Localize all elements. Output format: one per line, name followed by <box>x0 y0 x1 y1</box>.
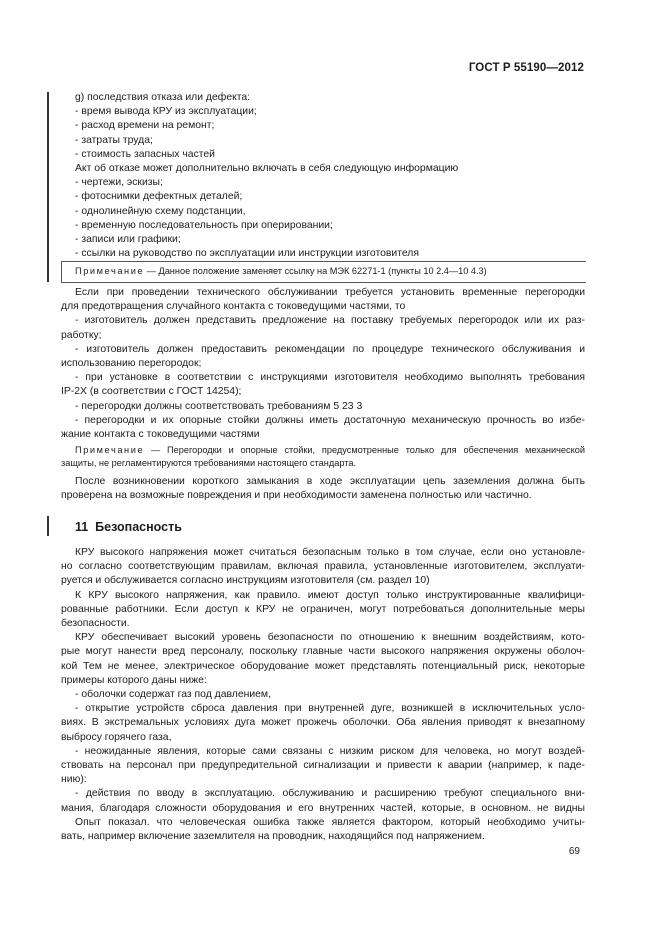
change-bar-top <box>47 92 49 282</box>
text-line: - изготовитель должен предоставить рекомендации по процедуре технического обслуживания и <box>75 343 585 355</box>
text-line: IP-2X (в соответствии с ГОСТ 14254); <box>61 386 242 398</box>
note-text: — Перегородки и опорные стойки, предусмотренные только для обеспечения механической <box>144 445 585 455</box>
text-line: безопасности. <box>61 618 130 630</box>
text-line: - затраты труда; <box>75 134 153 146</box>
note-text: защиты, не регламентируются требованиями настоящего стандарта. <box>61 457 356 468</box>
text-line: - открытие устройств сброса давления при внутренней дуге, возникшей в исключительных усло- <box>75 703 585 715</box>
text-line: - время вывода КРУ из эксплуатации; <box>75 106 257 118</box>
note-text: — Данное положение заменяет ссылку на МЭК 62271-1 (пункты 10 2.4—10 4.3) <box>144 266 487 276</box>
text-line: - перегородки должны соответствовать требованиям 5 23 3 <box>75 400 363 412</box>
text-line: нию): <box>61 774 87 786</box>
text-line: Если при проведении технического обслуживании требуется установить временные перегородки <box>75 287 585 298</box>
text-line: - оболочки содержат газ под давлением, <box>75 689 271 701</box>
text-line: - временную последовательность при оперировании; <box>75 219 333 231</box>
text-line: КРУ высокого напряжения может считаться безопасным только в том случае, если оно установле- <box>75 547 585 558</box>
text-line: Опыт показал. что человеческая ошибка также является фактором, который необходимо учиты- <box>75 816 585 828</box>
note-label: Примечание <box>75 266 145 276</box>
text-line: - ссылки на руководство по эксплуатации или инструкции изготовителя <box>75 248 419 260</box>
text-line: - однолинейную схему подстанции, <box>75 205 246 217</box>
text-line: К КРУ высокого напряжения, как правило. имеют доступ только инструктированные квалифици- <box>75 589 585 601</box>
block-grounding <box>61 475 585 503</box>
text-line: выбросу горячего газа, <box>61 731 172 743</box>
text-line: вать, например включение заземлителя на проводник, находящийся под напряжением. <box>61 831 485 843</box>
note-2 <box>61 444 585 469</box>
text-line: руется и обслуживается согласно инструкциям изготовителя (см. раздел 10) <box>61 575 430 587</box>
text-line: - записи или графики; <box>75 234 181 246</box>
section-number: 11 <box>75 520 89 534</box>
text-line: g) последствия отказа или дефекта: <box>75 92 251 103</box>
text-line: кой Тем не менее, электрическое оборудование может представлять потенциальный риск, некоторые <box>61 660 585 672</box>
text-line: - действия по вводу в эксплуатацию. обслуживанию и расширению требуют специального вни- <box>75 788 585 800</box>
text-line: рые могут нанести вред персоналу, поскольку главные части высокого напряжения окружены оболоч- <box>61 646 585 658</box>
note-label: Примечание <box>75 445 145 455</box>
text-line: После возникновении короткого замыкания в ходе эксплуатации цепь заземления должна быть <box>75 476 585 487</box>
text-line: - при установке в соответствии с инструкциями изготовителя необходимо выполнять требования <box>75 372 585 384</box>
section-title: Безопасность <box>95 520 182 534</box>
block-safety <box>61 546 585 844</box>
text-line: ствовать на персонал при предупредительной сигнализации и привести к аварии (например, к паде- <box>61 760 585 772</box>
page-number: 69 <box>568 846 580 857</box>
text-line: - изготовитель должен представить предложение на поставку требуемых перегородок или их раз- <box>75 315 585 327</box>
text-line: - чертежи, эскизы; <box>75 177 163 189</box>
text-line: но согласно соответствующим правилам, включая правила, установленные изготовителем, эксплуати- <box>61 561 585 573</box>
text-line: работку; <box>61 329 102 341</box>
block-failure-report <box>61 91 585 261</box>
text-line: виях. В экстремальных условиях дуга может прожечь оболочки. Оба явления приводят к внезапному <box>61 717 585 729</box>
text-line: рованные работники. Если доступ к КРУ не ограничен, могут потребоваться дополнительные меры <box>61 603 585 615</box>
text-line: КРУ обеспечивает высокий уровень безопасности по отношению к внешним воздействиям, кото- <box>75 632 585 644</box>
text-line: жание контакта с токоведущими частями <box>61 429 260 441</box>
note-1 <box>61 265 585 278</box>
text-line: использованию перегородок; <box>61 358 202 370</box>
text-line: - стоимость запасных частей <box>75 148 215 160</box>
text-line: мания, благодаря сложности оборудования и его внутренних частей, которые, в основном. не видны <box>61 802 585 814</box>
text-line: - перегородки и их опорные стойки должны иметь достаточную механическую прочность во избе- <box>75 414 585 426</box>
change-bar-section <box>47 516 49 536</box>
text-line: - фотоснимки дефектных деталей; <box>75 191 243 203</box>
page-header: ГОСТ Р 55190—2012 <box>468 62 584 74</box>
section-heading <box>75 520 182 534</box>
text-line: Акт об отказе может дополнительно включать в себя следующую информацию <box>75 163 459 175</box>
text-line: для предотвращения случайного контакта с токоведущими частями, то <box>61 301 406 313</box>
text-line: проверена на возможные повреждения и при необходимости заменена полностью или частично. <box>61 490 532 502</box>
block-barriers <box>61 286 585 442</box>
text-line: - неожиданные явления, которые сами связаны с низким риском для человека, но могут воздей- <box>75 745 585 757</box>
text-line: - расход времени на ремонт; <box>75 120 215 132</box>
text-line: примеры которого даны ниже: <box>61 674 207 686</box>
